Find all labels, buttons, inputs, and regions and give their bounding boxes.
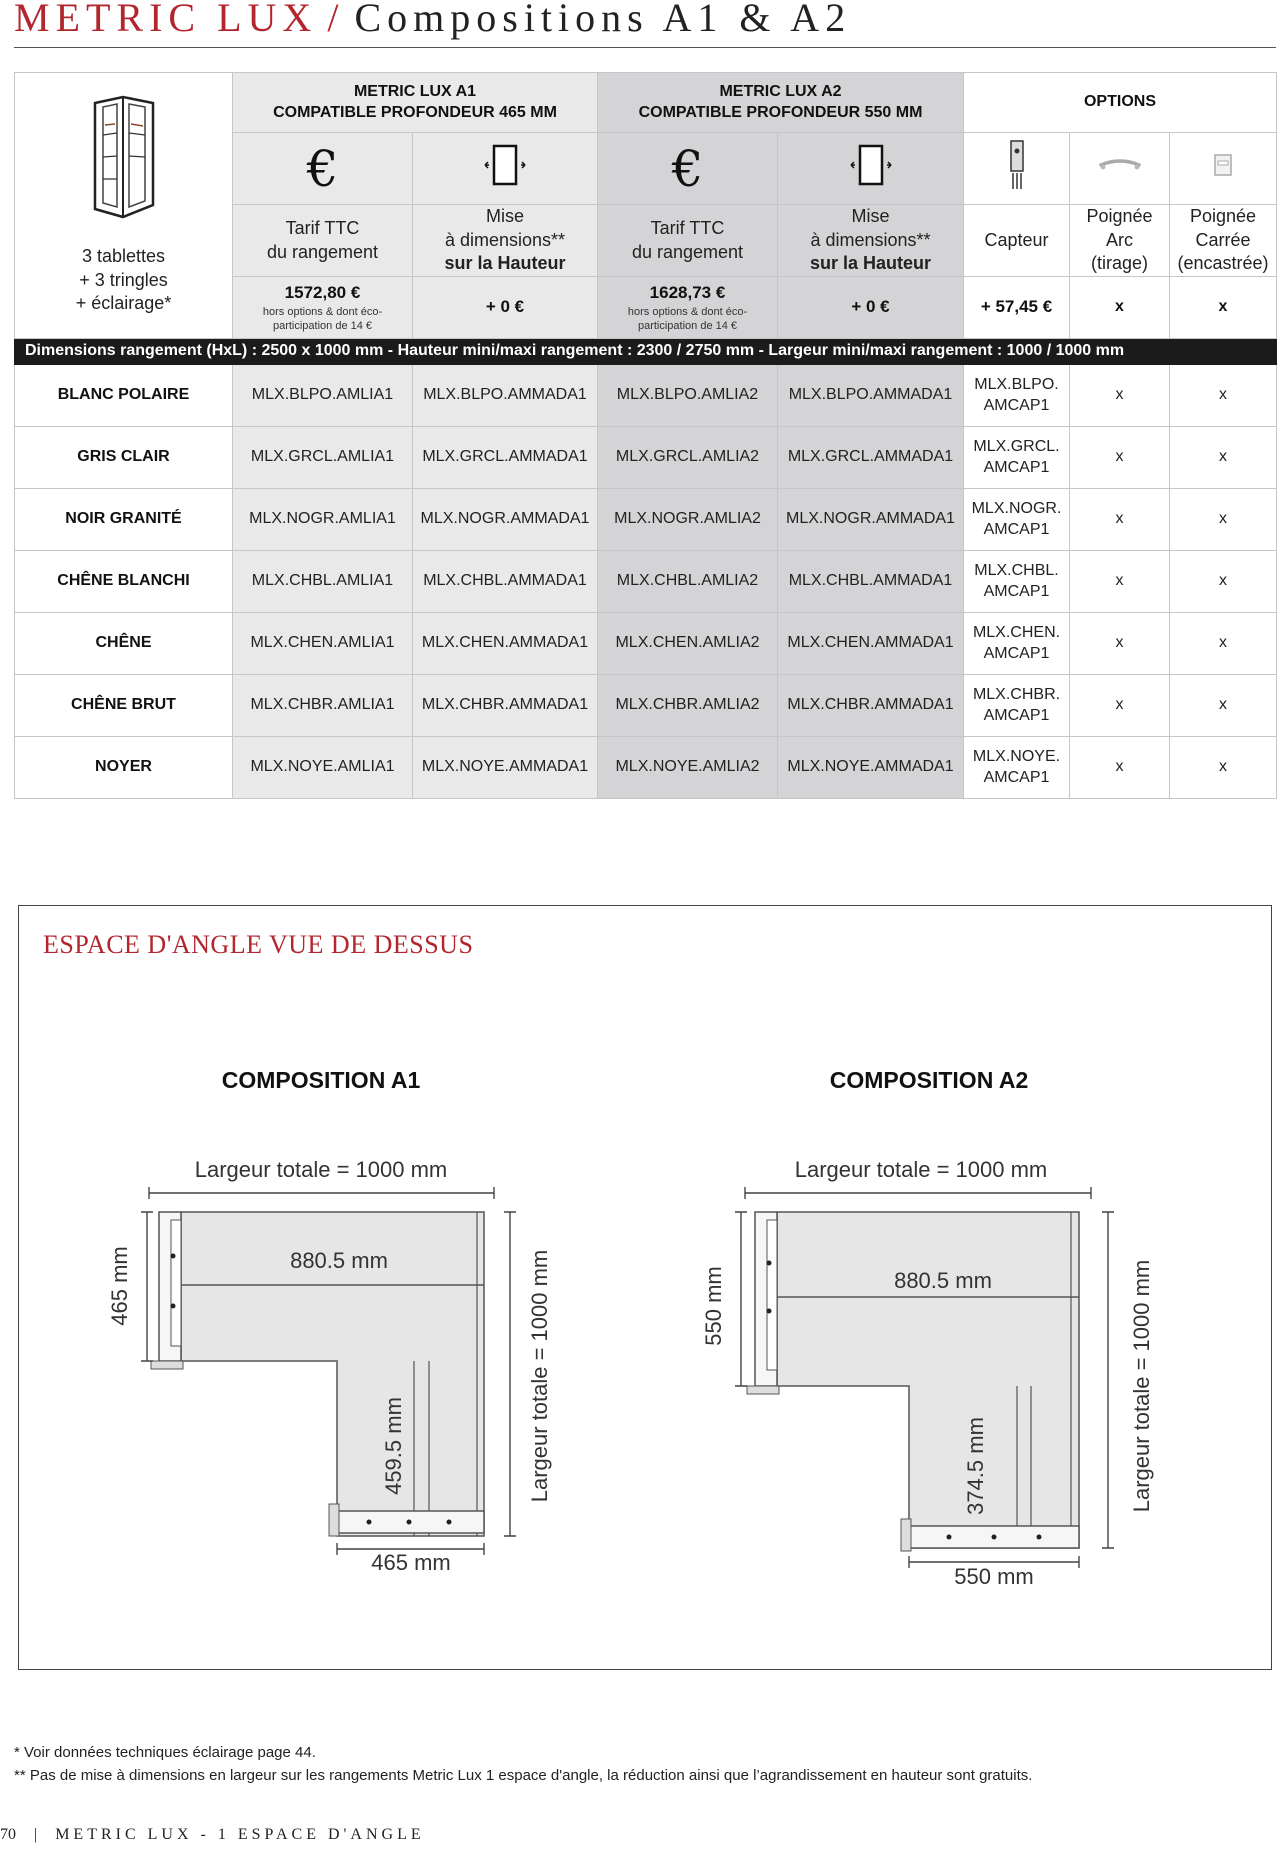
- poignee-carree-ref: x: [1170, 551, 1277, 613]
- a1-mise-ref: MLX.GRCL.AMMADA1: [413, 427, 598, 489]
- capteur-ref: MLX.NOYE. AMCAP1: [964, 737, 1070, 799]
- a2-price-note: hors options & dont éco-participation de 14 €: [627, 306, 748, 332]
- a2-ref: MLX.NOGR.AMLIA2: [598, 489, 778, 551]
- poignee-arc-ref: x: [1070, 489, 1170, 551]
- a1-ref: MLX.CHBR.AMLIA1: [233, 675, 413, 737]
- poignee-arc-ref: x: [1070, 675, 1170, 737]
- finish-name: CHÊNE BRUT: [15, 675, 233, 737]
- capteur-ref: MLX.CHBL. AMCAP1: [964, 551, 1070, 613]
- a1-width-label: Largeur totale = 1000 mm: [194, 1157, 448, 1182]
- poignee-carree-label: Poignée Carrée (encastrée): [1170, 205, 1277, 277]
- arc-handle-icon: [1098, 155, 1142, 175]
- poignee-carree-ref: x: [1170, 365, 1277, 427]
- diagram-title: ESPACE D'ANGLE VUE DE DESSUS: [43, 930, 474, 959]
- euro-icon: €: [306, 139, 339, 198]
- table-row: [15, 551, 1277, 613]
- a2-mise-ref: MLX.BLPO.AMMADA1: [778, 365, 964, 427]
- price-table: [14, 72, 1277, 799]
- options-header: OPTIONS: [964, 73, 1277, 133]
- a2-price-cell: [598, 277, 778, 339]
- poignee-arc-price: x: [1070, 277, 1170, 339]
- a1-mise-ref: MLX.NOYE.AMMADA1: [413, 737, 598, 799]
- a2-depth-label: 550 mm: [701, 1266, 726, 1346]
- composition-a2-title: COMPOSITION A2: [829, 1067, 1029, 1093]
- footnote: * Voir données techniques éclairage page 44.: [14, 1744, 316, 1761]
- table-row: [15, 737, 1277, 799]
- capteur-ref: MLX.CHEN. AMCAP1: [964, 613, 1070, 675]
- footer-text: METRIC LUX - 1 ESPACE D'ANGLE: [55, 1826, 425, 1843]
- mise-label: Mise à dimensions** sur la Hauteur: [413, 205, 598, 277]
- a1-top-label: 880.5 mm: [290, 1248, 388, 1273]
- finish-name: NOIR GRANITÉ: [15, 489, 233, 551]
- title-separator: /: [327, 0, 345, 40]
- tarif-label: Tarif TTC du rangement: [233, 205, 413, 277]
- page-footer: [0, 1826, 425, 1844]
- group-header-a1: METRIC LUX A1 COMPATIBLE PROFONDEUR 465 MM: [233, 73, 598, 133]
- footer-separator: |: [34, 1826, 38, 1843]
- product-desc-line: + éclairage*: [75, 293, 172, 314]
- resize-icon-cell: [413, 133, 598, 205]
- finish-rows: [15, 365, 1277, 799]
- a2-mise-ref: MLX.NOYE.AMMADA1: [778, 737, 964, 799]
- footnote: ** Pas de mise à dimensions en largeur sur les rangements Metric Lux 1 espace d'angle, la réduction ainsi que l’agrandissement en hauteur sont gratuits.: [14, 1766, 1033, 1784]
- table-row: [15, 365, 1277, 427]
- a1-inner-label: 459.5 mm: [381, 1397, 406, 1495]
- poignee-arc-ref: x: [1070, 613, 1170, 675]
- a1-ref: MLX.NOGR.AMLIA1: [233, 489, 413, 551]
- finish-name: BLANC POLAIRE: [15, 365, 233, 427]
- a1-ref: MLX.NOYE.AMLIA1: [233, 737, 413, 799]
- poignee-carree-ref: x: [1170, 489, 1277, 551]
- a2-width-label: Largeur totale = 1000 mm: [794, 1157, 1048, 1182]
- poignee-carree-ref: x: [1170, 675, 1277, 737]
- brand-name: METRIC LUX: [14, 0, 318, 40]
- composition-a1: [107, 1067, 552, 1575]
- a2-mise-ref: MLX.CHBL.AMMADA1: [778, 551, 964, 613]
- resize-icon: [480, 140, 530, 190]
- finish-name: CHÊNE BLANCHI: [15, 551, 233, 613]
- tarif-label: Tarif TTC du rangement: [598, 205, 778, 277]
- table-row: [15, 427, 1277, 489]
- poignee-arc-ref: x: [1070, 737, 1170, 799]
- poignee-carree-ref: x: [1170, 427, 1277, 489]
- a2-ref: MLX.NOYE.AMLIA2: [598, 737, 778, 799]
- euro-icon-cell: [598, 133, 778, 205]
- finish-name: NOYER: [15, 737, 233, 799]
- a2-mise-ref: MLX.GRCL.AMMADA1: [778, 427, 964, 489]
- poignee-carree-ref: x: [1170, 737, 1277, 799]
- a1-price-cell: [233, 277, 413, 339]
- capteur-ref: MLX.BLPO. AMCAP1: [964, 365, 1070, 427]
- a1-bottom-label: 465 mm: [371, 1550, 451, 1575]
- a1-price: 1572,80 €: [284, 283, 361, 303]
- poignee-arc-ref: x: [1070, 551, 1170, 613]
- page-number: 70: [0, 1826, 16, 1843]
- composition-a1-title: COMPOSITION A1: [221, 1067, 421, 1093]
- table-row: [15, 489, 1277, 551]
- poignee-arc-ref: x: [1070, 427, 1170, 489]
- diagram-box: [18, 905, 1272, 1670]
- poignee-arc-ref: x: [1070, 365, 1170, 427]
- a2-inner-label: 374.5 mm: [963, 1417, 988, 1515]
- a1-mise-price: + 0 €: [413, 277, 598, 339]
- a2-top-label: 880.5 mm: [894, 1268, 992, 1293]
- group-header-a2: METRIC LUX A2 COMPATIBLE PROFONDEUR 550 MM: [598, 73, 964, 133]
- poignee-carree-ref: x: [1170, 613, 1277, 675]
- sensor-icon-cell: [964, 133, 1070, 205]
- poignee-arc-label: Poignée Arc (tirage): [1070, 205, 1170, 277]
- table-row: [15, 613, 1277, 675]
- a1-height-label: Largeur totale = 1000 mm: [527, 1249, 552, 1503]
- product-cell: [15, 73, 233, 339]
- a1-mise-ref: MLX.CHBR.AMMADA1: [413, 675, 598, 737]
- a1-ref: MLX.GRCL.AMLIA1: [233, 427, 413, 489]
- square-handle-icon-cell: [1170, 133, 1277, 205]
- resize-icon: [846, 140, 896, 190]
- dimension-band: Dimensions rangement (HxL) : 2500 x 1000 mm - Hauteur mini/maxi rangement : 2300 / 2750 mm - Largeur mini/maxi rangement : 1000 / 1000 mm: [15, 339, 1277, 365]
- table-row: [15, 675, 1277, 737]
- composition-diagrams: [19, 906, 1269, 1666]
- resize-icon-cell: [778, 133, 964, 205]
- a1-mise-ref: MLX.CHBL.AMMADA1: [413, 551, 598, 613]
- capteur-ref: MLX.NOGR. AMCAP1: [964, 489, 1070, 551]
- a2-mise-ref: MLX.CHEN.AMMADA1: [778, 613, 964, 675]
- square-handle-icon: [1213, 153, 1233, 177]
- composition-a2: [701, 1067, 1154, 1589]
- page-title: [14, 0, 851, 41]
- a1-ref: MLX.CHBL.AMLIA1: [233, 551, 413, 613]
- a2-ref: MLX.CHEN.AMLIA2: [598, 613, 778, 675]
- footnotes: [14, 1742, 1032, 1787]
- a2-mise-ref: MLX.NOGR.AMMADA1: [778, 489, 964, 551]
- capteur-ref: MLX.GRCL. AMCAP1: [964, 427, 1070, 489]
- a2-ref: MLX.CHBR.AMLIA2: [598, 675, 778, 737]
- wardrobe-icon: [89, 95, 159, 219]
- a1-price-note: hors options & dont éco-participation de 14 €: [262, 306, 383, 332]
- sensor-icon: [1002, 139, 1032, 191]
- a1-mise-ref: MLX.CHEN.AMMADA1: [413, 613, 598, 675]
- a2-price: 1628,73 €: [649, 283, 726, 303]
- finish-name: GRIS CLAIR: [15, 427, 233, 489]
- a2-height-label: Largeur totale = 1000 mm: [1129, 1259, 1154, 1513]
- a1-mise-ref: MLX.BLPO.AMMADA1: [413, 365, 598, 427]
- product-desc-line: + 3 tringles: [79, 269, 168, 290]
- a1-depth-label: 465 mm: [107, 1246, 132, 1326]
- title-rule: [14, 47, 1276, 48]
- a2-ref: MLX.GRCL.AMLIA2: [598, 427, 778, 489]
- a1-mise-ref: MLX.NOGR.AMMADA1: [413, 489, 598, 551]
- poignee-carree-price: x: [1170, 277, 1277, 339]
- euro-icon: €: [671, 139, 704, 198]
- a2-mise-ref: MLX.CHBR.AMMADA1: [778, 675, 964, 737]
- capteur-label: Capteur: [964, 205, 1070, 277]
- a1-ref: MLX.CHEN.AMLIA1: [233, 613, 413, 675]
- capteur-price: + 57,45 €: [964, 277, 1070, 339]
- a1-ref: MLX.BLPO.AMLIA1: [233, 365, 413, 427]
- a2-ref: MLX.CHBL.AMLIA2: [598, 551, 778, 613]
- mise-label: Mise à dimensions** sur la Hauteur: [778, 205, 964, 277]
- a2-bottom-label: 550 mm: [954, 1564, 1034, 1589]
- a2-mise-price: + 0 €: [778, 277, 964, 339]
- arc-handle-icon-cell: [1070, 133, 1170, 205]
- capteur-ref: MLX.CHBR. AMCAP1: [964, 675, 1070, 737]
- page-subtitle: Compositions A1 & A2: [354, 0, 852, 40]
- euro-icon-cell: [233, 133, 413, 205]
- a2-ref: MLX.BLPO.AMLIA2: [598, 365, 778, 427]
- product-desc-line: 3 tablettes: [81, 245, 166, 266]
- finish-name: CHÊNE: [15, 613, 233, 675]
